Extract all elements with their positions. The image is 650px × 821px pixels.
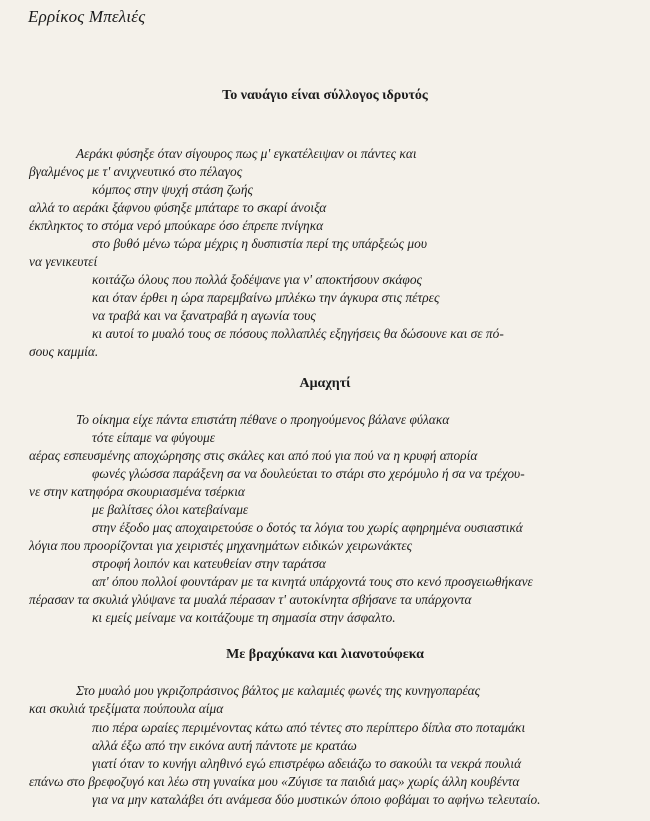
poem-2-line: φωνές γλώσσα παράξενη σα να δουλεύεται το στάρι στο χερόμυλο ή σα να τρέχου- [92, 466, 525, 481]
poem-2-title: Αμαχητί [299, 376, 351, 391]
poem-3-title: Με βραχύκανα και λιανοτούφεκα [226, 647, 424, 662]
poem-2-line: με βαλίτσες όλοι κατεβαίναμε [92, 502, 249, 517]
poem-2-line: λόγια που προορίζονται για χειριστές μηχανημάτων ειδικών χειρωνάκτες [29, 538, 413, 553]
poem-1-line: κι αυτοί το μυαλό τους σε πόσους πολλαπλές εξηγήσεις θα δώσουνε και σε πό- [92, 326, 504, 341]
poem-2-line: κι εμείς μείναμε να κοιτάζουμε τη σημασία στην άσφαλτο. [92, 610, 396, 625]
poem-2-line: στην έξοδο μας αποχαιρετούσε ο δοτός τα λόγια του χωρίς αφηρημένα ουσιαστικά [92, 520, 523, 535]
poem-1-line: βγαλμένος με τ' ανιχνευτικό στο πέλαγος [29, 164, 243, 179]
author-name: Ερρίκος Μπελιές [28, 7, 146, 26]
poem-2-line: τότε είπαμε να φύγουμε [92, 430, 215, 445]
poem-1-line: Αεράκι φύσηξε όταν σίγουρος πως μ' εγκατέλειψαν οι πάντες και [76, 146, 417, 161]
poem-2-line: αέρας εσπευσμένης αποχώρησης στις σκάλες και από πού για πού να η κρυφή απορία [29, 448, 478, 463]
poem-1-title: Το ναυάγιο είναι σύλλογος ιδρυτός [222, 88, 428, 103]
poem-3-line: για να μην καταλάβει ότι ανάμεσα δύο μυστικών όποιο φοβάμαι το αφήνω τελευταίο. [92, 792, 541, 807]
poem-1-line: σους καμμία. [29, 344, 99, 359]
poem-1-line: κοιτάζω όλους που πολλά ξοδέψανε για ν' αποκτήσουν σκάφος [92, 272, 422, 287]
poem-3-line: Στο μυαλό μου γκριζοπράσινος βάλτος με καλαμιές φωνές της κυνηγοπαρέας [76, 683, 481, 698]
poem-2-line: Το οίκημα είχε πάντα επιστάτη πέθανε ο προηγούμενος βάλανε φύλακα [76, 412, 450, 427]
poem-3-line: γιατί όταν το κυνήγι αληθινό εγώ επιστρέφω αδειάζω το σακούλι τα νεκρά πουλιά [92, 756, 522, 771]
poem-3-line: πιο πέρα ωραίες περιμένοντας κάτω από τέντες στο περίπτερο δίπλα στο ποταμάκι [92, 720, 526, 735]
poem-1-line: και όταν έρθει η ώρα παρεμβαίνω μπλέκω την άγκυρα στις πέτρες [92, 290, 440, 305]
poem-3-line: επάνω στο βρεφοζυγό και λέω στη γυναίκα μου «Ζύγισε τα παιδιά μας» χωρίς άλλη κουβέντα [29, 774, 520, 789]
poem-1-line: αλλά το αεράκι ξάφνου φύσηξε μπάταρε το σκαρί άνοιξα [29, 200, 327, 215]
poem-1-line: κόμπος στην ψυχή στάση ζωής [92, 182, 253, 197]
poem-2-line: πέρασαν τα σκυλιά γλύψανε τα μυαλά πέρασαν τ' αυτοκίνητα σβήσανε τα υπάρχοντα [29, 592, 472, 607]
poem-2-line: απ' όπου πολλοί φουντάραν με τα κινητά υπάρχοντά τους στο κενό προσγειωθήκανε [92, 574, 533, 589]
poem-1-line: να τραβά και να ξανατραβά η αγωνία τους [92, 308, 316, 323]
poem-3-line: και σκυλιά τρεξίματα πούπουλα αίμα [29, 701, 224, 716]
poem-1-line: έκπληκτος το στόμα νερό μπούκαρε όσο έπρεπε πνίγηκα [29, 218, 324, 233]
poem-2-line: νε στην κατηφόρα σκουριασμένα τσέρκια [29, 484, 245, 499]
poem-1-line: στο βυθό μένω τώρα μέχρις η δυσπιστία περί της υπάρξεώς μου [92, 236, 427, 251]
poem-2-line: στροφή λοιπόν και κατευθείαν στην ταράτσα [92, 556, 326, 571]
poem-1-line: να γενικευτεί [29, 254, 98, 269]
poem-3-line: αλλά έξω από την εικόνα αυτή πάντοτε με κρατάω [92, 738, 357, 753]
